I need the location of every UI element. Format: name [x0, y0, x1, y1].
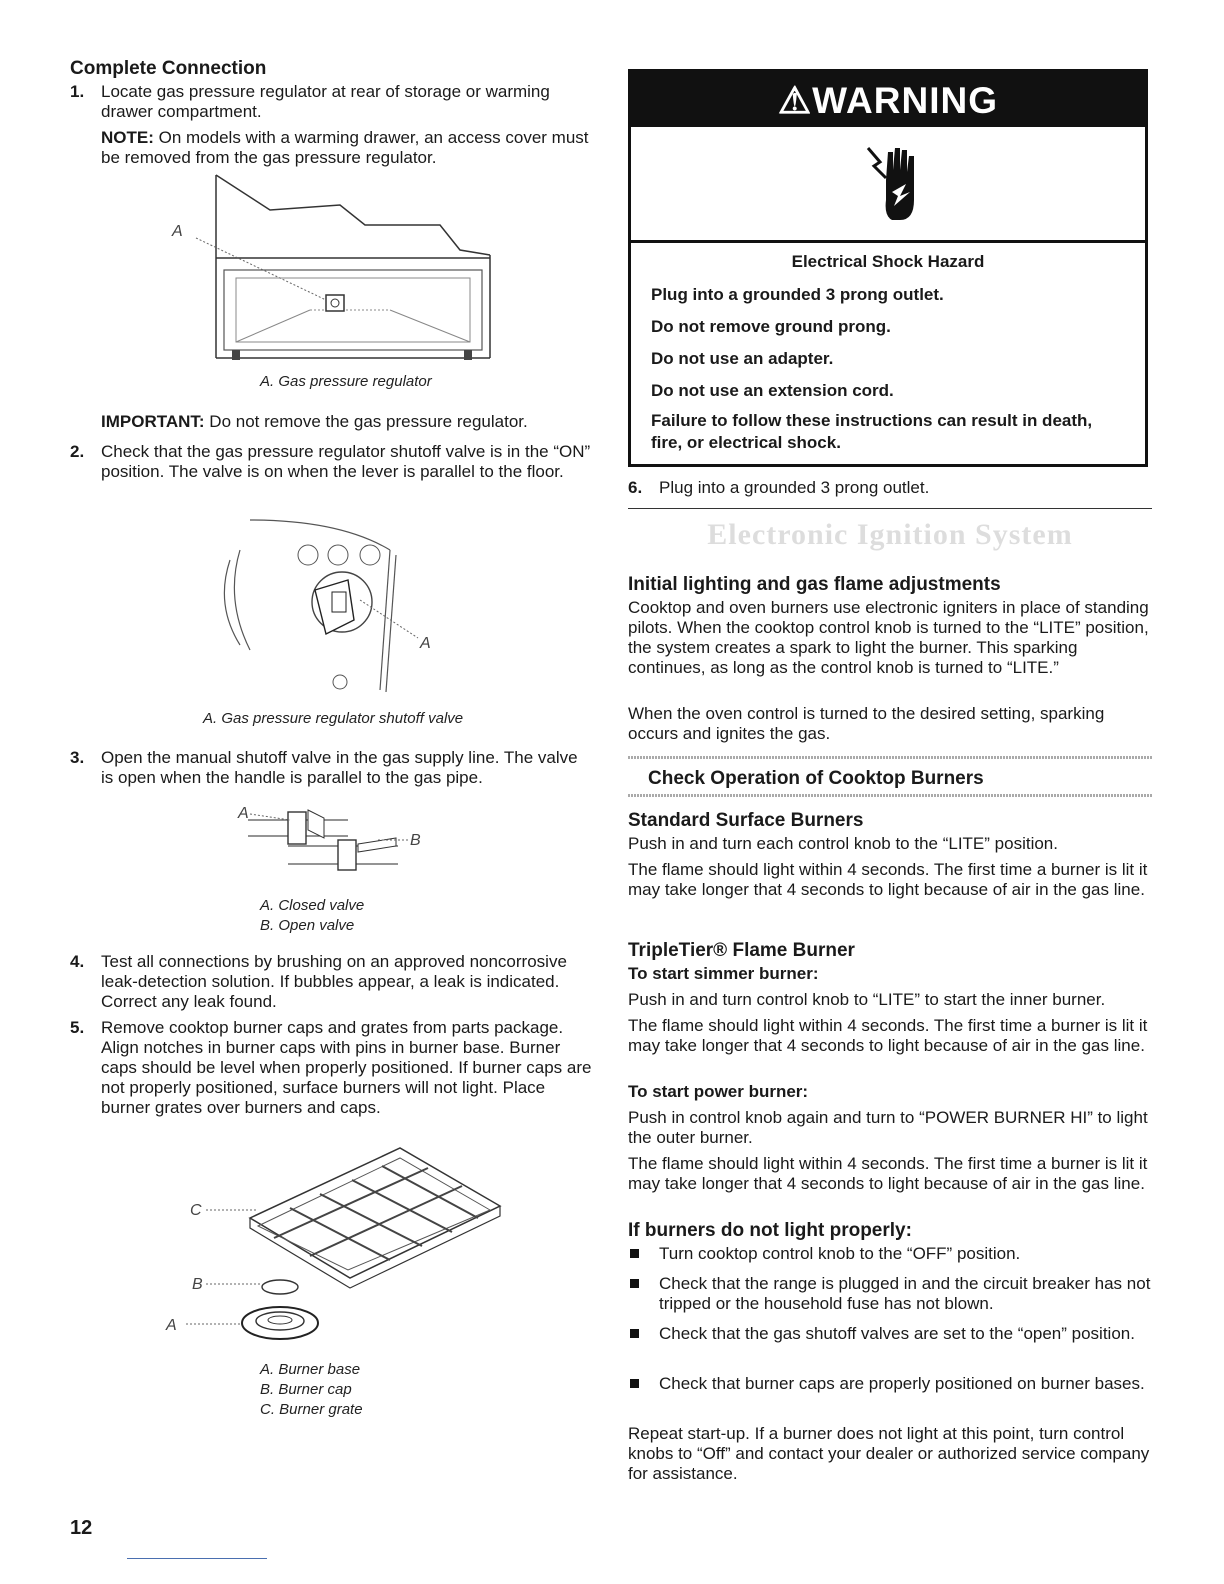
step-text: Locate gas pressure regulator at rear of storage or warming drawer compartment. [101, 82, 550, 121]
warning-header: ⚠WARNING [631, 72, 1145, 127]
step-text: Check that the gas pressure regulator shutoff valve is in the “ON” position. The valve is on when the lever is parallel to the floor. [101, 442, 591, 481]
bullet-item [628, 1374, 1152, 1416]
warning-line: Do not use an extension cord. [651, 381, 894, 400]
step-1 [70, 82, 592, 124]
caption-closed-valve: A. Closed valve [260, 897, 365, 914]
repeat-paragraph: Repeat start-up. If a burner does not light at this point, turn control knobs to “Off” and contact your dealer or authorized service company for assistance. [628, 1424, 1150, 1483]
warning-line: Do not use an adapter. [651, 349, 834, 368]
step-number: 5. [70, 1018, 85, 1037]
section-title-electronic-ignition: Electronic Ignition System [707, 518, 1073, 551]
figure-manual-shutoff-valves [228, 798, 428, 878]
step-2 [70, 442, 592, 504]
bullet-text: Check that burner caps are properly positioned on burner bases. [659, 1374, 1145, 1393]
bullet-text: Check that the gas shutoff valves are set to the “open” position. [659, 1324, 1135, 1343]
bullet-square-icon [630, 1249, 639, 1258]
standard-paragraph-2: The flame should light within 4 seconds. The first time a burner is lit it may take longer that 4 seconds to light because of air in the gas line. [628, 860, 1148, 899]
step-4 [70, 952, 592, 1014]
callout-a: A [166, 1317, 177, 1334]
hatch-rule-top [628, 756, 1152, 759]
section-divider [628, 508, 1152, 509]
heading-tripletier-burner: TripleTier® Flame Burner [628, 940, 855, 961]
initial-paragraph-1: Cooktop and oven burners use electronic igniters in place of standing pilots. When the cooktop control knob is turned to the “LITE” position, the system creates a spark to light the burner. This sparking continues, as long as the control knob is turned to “LITE.” [628, 598, 1149, 677]
caption-shutoff-valve: A. Gas pressure regulator shutoff valve [203, 710, 464, 727]
section-title-complete-connection: Complete Connection [70, 58, 267, 79]
warning-title: Electrical Shock Hazard [791, 252, 985, 271]
important-label: IMPORTANT: [101, 412, 205, 431]
shock-hazard-icon [866, 140, 926, 235]
warning-line: Plug into a grounded 3 prong outlet. [651, 285, 944, 304]
step-text: Open the manual shutoff valve in the gas supply line. The valve is open when the handle is parallel to the gas pipe. [101, 748, 578, 787]
bullet-text: Turn cooktop control knob to the “OFF” position. [659, 1244, 1021, 1263]
power-paragraph-2: The flame should light within 4 seconds. The first time a burner is lit it may take longer that 4 seconds to light because of air in the gas line. [628, 1154, 1148, 1193]
important-paragraph [101, 412, 591, 432]
step-number: 3. [70, 748, 85, 767]
step-number: 2. [70, 442, 85, 461]
callout-a: A [420, 635, 431, 652]
footer-rule [127, 1558, 267, 1559]
step-number: 4. [70, 952, 85, 971]
step-text: Plug into a grounded 3 prong outlet. [659, 478, 930, 497]
standard-paragraph-1: Push in and turn each control knob to the “LITE” position. [628, 834, 1058, 853]
step-text: Remove cooktop burner caps and grates from parts package. Align notches in burner caps with pins in burner base. Burner caps should be level when properly positioned. If burner caps are not properly positioned, surface burners will not light. Place burner grates over burners and caps. [101, 1018, 592, 1117]
step-number: 6. [628, 478, 643, 497]
callout-c: C [190, 1202, 202, 1219]
callout-a: A [238, 805, 249, 822]
important-text: Do not remove the gas pressure regulator. [204, 412, 528, 431]
hatch-rule-bottom [628, 794, 1152, 797]
bullet-text: Check that the range is plugged in and the circuit breaker has not tripped or the household fuse has not blown. [659, 1274, 1151, 1313]
initial-paragraph-2: When the oven control is turned to the desired setting, sparking occurs and ignites the gas. [628, 704, 1105, 743]
callout-b: B [192, 1276, 203, 1293]
figure-gas-pressure-regulator [160, 170, 500, 370]
step-number: 1. [70, 82, 85, 101]
heading-burners-not-light: If burners do not light properly: [628, 1220, 912, 1241]
simmer-paragraph-2: The flame should light within 4 seconds. The first time a burner is lit it may take longer that 4 seconds to light because of air in the gas line. [628, 1016, 1148, 1055]
figure-burner-assembly [160, 1138, 510, 1353]
warning-line: Do not remove ground prong. [651, 317, 891, 336]
heading-power-burner: To start power burner: [628, 1082, 809, 1101]
heading-check-operation: Check Operation of Cooktop Burners [648, 768, 984, 789]
warning-divider [631, 240, 1145, 243]
bullet-item [628, 1274, 1152, 1316]
heading-standard-burners: Standard Surface Burners [628, 810, 864, 831]
heading-initial-lighting: Initial lighting and gas flame adjustments [628, 574, 1001, 595]
step-3 [70, 748, 592, 790]
step-5 [70, 1018, 592, 1120]
callout-a: A [172, 223, 183, 240]
simmer-paragraph-1: Push in and turn control knob to “LITE” to start the inner burner. [628, 990, 1106, 1009]
warning-line: Failure to follow these instructions can result in death, fire, or electrical shock. [651, 411, 1093, 452]
power-paragraph-1: Push in control knob again and turn to “POWER BURNER HI” to light the outer burner. [628, 1108, 1148, 1147]
step-text: Test all connections by brushing on an approved noncorrosive leak-detection solution. If bubbles appear, a leak is indicated. Correct any leak found. [101, 952, 567, 1011]
caption-burner-base: A. Burner base [260, 1361, 361, 1378]
warning-box [628, 69, 1148, 467]
note-text: On models with a warming drawer, an access cover must be removed from the gas pressure regulator. [101, 128, 589, 167]
step-6 [628, 478, 1152, 500]
caption-burner-grate: C. Burner grate [260, 1401, 363, 1418]
page-number: 12 [70, 1517, 93, 1539]
callout-b: B [410, 832, 421, 849]
bullet-square-icon [630, 1379, 639, 1388]
bullet-square-icon [630, 1279, 639, 1288]
note-paragraph [101, 128, 591, 168]
bullet-item [628, 1244, 1152, 1266]
heading-simmer-burner: To start simmer burner: [628, 964, 819, 983]
caption-open-valve: B. Open valve [260, 917, 355, 934]
figure-shutoff-valve [220, 510, 450, 700]
bullet-square-icon [630, 1329, 639, 1338]
caption-burner-cap: B. Burner cap [260, 1381, 352, 1398]
note-label: NOTE: [101, 128, 154, 147]
caption-gas-pressure-regulator: A. Gas pressure regulator [260, 373, 432, 390]
bullet-item [628, 1324, 1152, 1366]
